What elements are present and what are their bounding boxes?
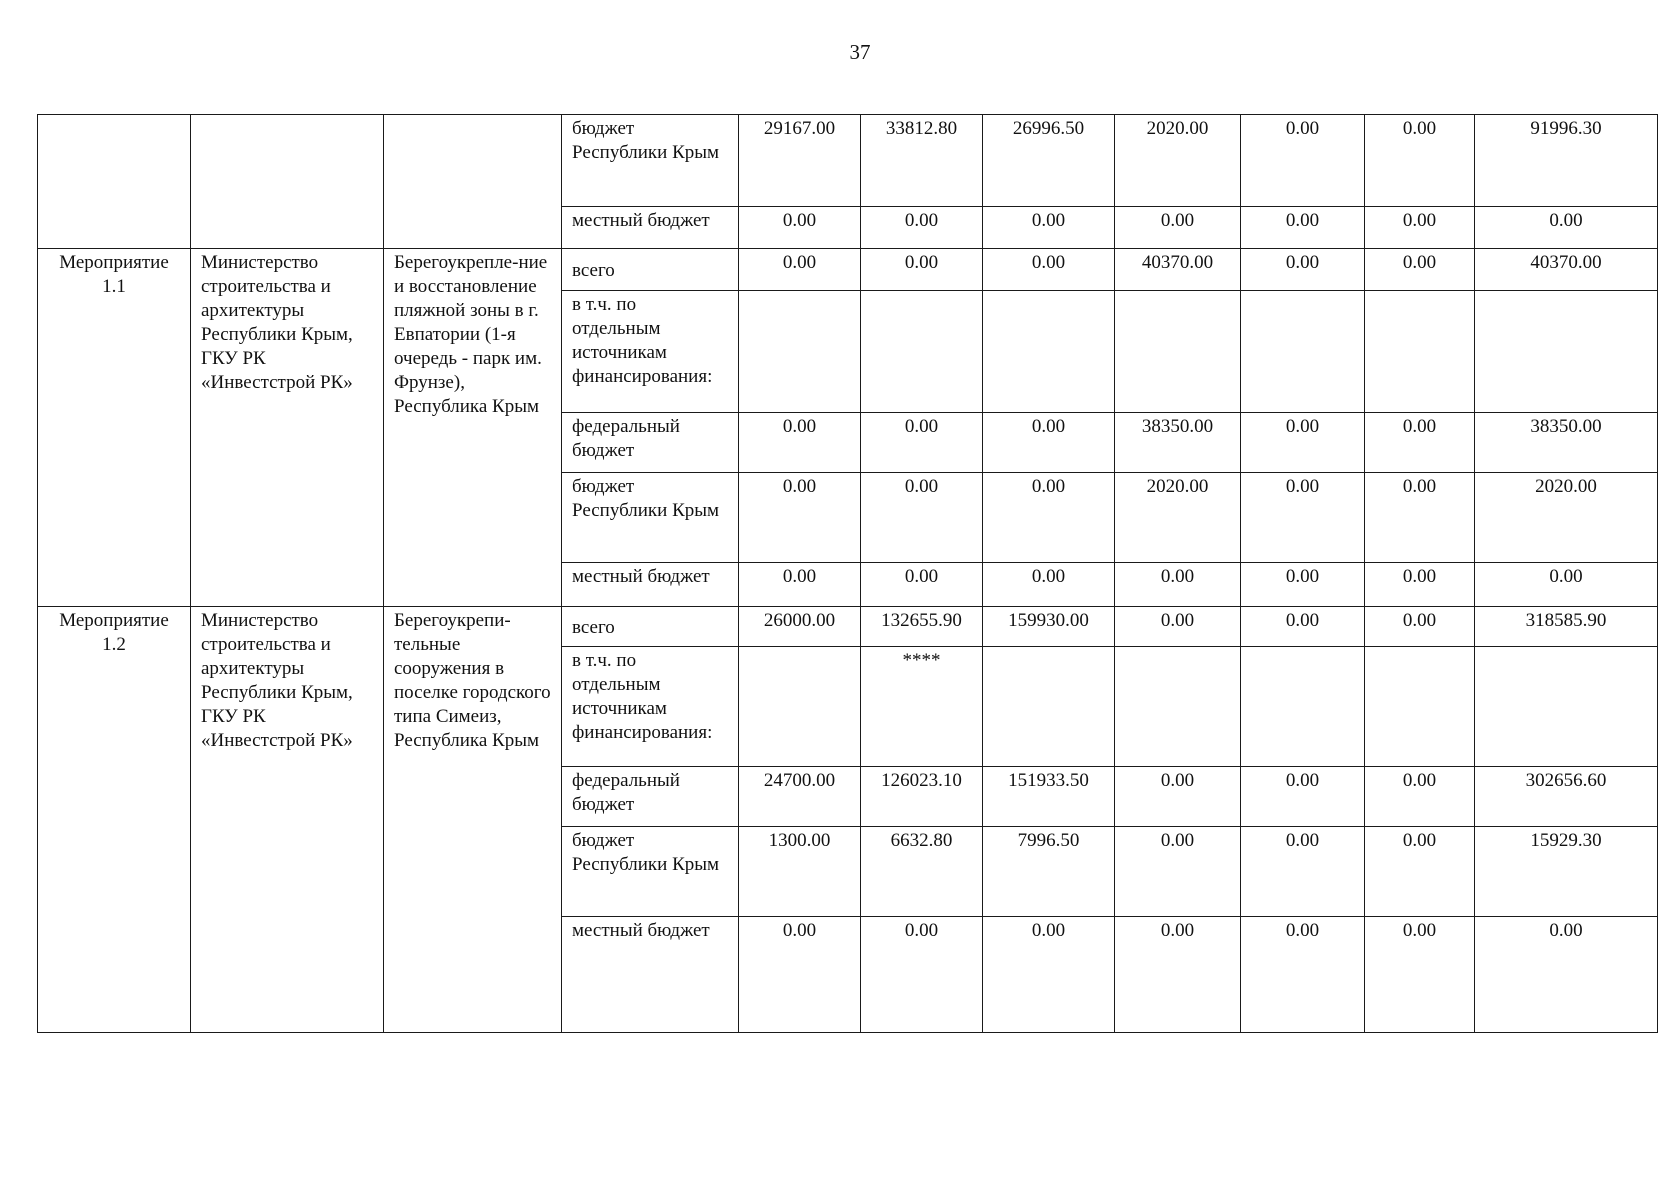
amount-cell: 0.00	[983, 207, 1115, 249]
amount-cell: 29167.00	[739, 115, 861, 207]
amount-cell: 0.00	[1241, 917, 1365, 1033]
executor-cell: Министерство строительства и архитектуры Республики Крым, ГКУ РК «Инвестстрой РК»	[191, 249, 384, 607]
event-cell	[38, 115, 191, 249]
funding-source-cell: федеральный бюджет	[562, 767, 739, 827]
amount-cell: 151933.50	[983, 767, 1115, 827]
amount-cell: 0.00	[1115, 607, 1241, 647]
amount-cell: 0.00	[1115, 207, 1241, 249]
amount-cell: 0.00	[1241, 115, 1365, 207]
table-row	[38, 249, 1658, 291]
amount-cell	[983, 291, 1115, 413]
amount-cell	[1365, 291, 1475, 413]
amount-cell: 40370.00	[1475, 249, 1658, 291]
amount-cell: 318585.90	[1475, 607, 1658, 647]
amount-cell: 0.00	[1365, 249, 1475, 291]
amount-cell: 0.00	[1115, 767, 1241, 827]
amount-cell: 0.00	[983, 413, 1115, 473]
amount-cell: 0.00	[1475, 563, 1658, 607]
object-cell: Берегоукрепи-тельные сооружения в поселке городского типа Симеиз, Республика Крым	[384, 607, 562, 1033]
object-cell	[384, 115, 562, 249]
amount-cell: 40370.00	[1115, 249, 1241, 291]
amount-cell: 38350.00	[1475, 413, 1658, 473]
amount-cell: 0.00	[1365, 827, 1475, 917]
amount-cell	[1475, 291, 1658, 413]
amount-cell: 302656.60	[1475, 767, 1658, 827]
amount-cell: 0.00	[739, 413, 861, 473]
funding-source-cell: бюджет Республики Крым	[562, 473, 739, 563]
amount-cell: 38350.00	[1115, 413, 1241, 473]
amount-cell: 0.00	[1115, 917, 1241, 1033]
amount-cell	[1241, 647, 1365, 767]
amount-cell: 91996.30	[1475, 115, 1658, 207]
amount-cell: 132655.90	[861, 607, 983, 647]
amount-cell: 0.00	[1365, 767, 1475, 827]
amount-cell: 0.00	[1115, 827, 1241, 917]
amount-cell	[739, 291, 861, 413]
amount-cell: 15929.30	[1475, 827, 1658, 917]
amount-cell: 0.00	[739, 473, 861, 563]
executor-cell	[191, 115, 384, 249]
amount-cell	[1365, 647, 1475, 767]
funding-source-cell: бюджет Республики Крым	[562, 827, 739, 917]
amount-cell: 0.00	[1241, 827, 1365, 917]
amount-cell: 0.00	[861, 413, 983, 473]
event-cell: Мероприятие 1.2	[38, 607, 191, 1033]
amount-cell: 0.00	[983, 249, 1115, 291]
amount-cell: 0.00	[1241, 413, 1365, 473]
amount-cell: 0.00	[1241, 207, 1365, 249]
amount-cell: 0.00	[1475, 917, 1658, 1033]
amount-cell: 126023.10	[861, 767, 983, 827]
object-cell: Берегоукрепле-ние и восстановление пляжной зоны в г. Евпатории (1-я очередь - парк им. Фрунзе), Республика Крым	[384, 249, 562, 607]
amount-cell	[1475, 647, 1658, 767]
funding-source-cell: в т.ч. по отдельным источникам финансирования:	[562, 291, 739, 413]
amount-cell: 0.00	[983, 917, 1115, 1033]
amount-cell: 0.00	[739, 249, 861, 291]
footnote-mark: ****	[861, 647, 983, 767]
amount-cell: 0.00	[1365, 917, 1475, 1033]
amount-cell: 0.00	[861, 917, 983, 1033]
amount-cell	[1241, 291, 1365, 413]
amount-cell: 6632.80	[861, 827, 983, 917]
amount-cell: 0.00	[1241, 767, 1365, 827]
amount-cell: 26996.50	[983, 115, 1115, 207]
amount-cell: 0.00	[739, 917, 861, 1033]
amount-cell: 0.00	[739, 207, 861, 249]
amount-cell: 0.00	[861, 249, 983, 291]
amount-cell: 1300.00	[739, 827, 861, 917]
amount-cell: 7996.50	[983, 827, 1115, 917]
table-row	[38, 115, 1658, 207]
amount-cell: 0.00	[1241, 249, 1365, 291]
amount-cell: 0.00	[739, 563, 861, 607]
funding-source-cell: всего	[562, 607, 739, 647]
executor-cell: Министерство строительства и архитектуры Республики Крым, ГКУ РК «Инвестстрой РК»	[191, 607, 384, 1033]
amount-cell	[739, 647, 861, 767]
amount-cell: 0.00	[861, 207, 983, 249]
table-row	[38, 607, 1658, 647]
amount-cell: 2020.00	[1115, 115, 1241, 207]
funding-source-cell: в т.ч. по отдельным источникам финансирования:	[562, 647, 739, 767]
amount-cell: 0.00	[983, 563, 1115, 607]
amount-cell: 0.00	[1241, 563, 1365, 607]
amount-cell: 26000.00	[739, 607, 861, 647]
amount-cell: 0.00	[1365, 563, 1475, 607]
funding-source-cell: местный бюджет	[562, 207, 739, 249]
amount-cell: 2020.00	[1115, 473, 1241, 563]
page-number: 37	[849, 40, 871, 64]
funding-source-cell: местный бюджет	[562, 917, 739, 1033]
amount-cell: 0.00	[1115, 563, 1241, 607]
funding-table	[37, 114, 1658, 1033]
amount-cell: 0.00	[1365, 115, 1475, 207]
amount-cell: 33812.80	[861, 115, 983, 207]
funding-source-cell: бюджет Республики Крым	[562, 115, 739, 207]
amount-cell: 159930.00	[983, 607, 1115, 647]
amount-cell	[983, 647, 1115, 767]
funding-source-cell: федеральный бюджет	[562, 413, 739, 473]
amount-cell	[861, 291, 983, 413]
amount-cell: 0.00	[861, 473, 983, 563]
amount-cell	[1115, 291, 1241, 413]
funding-table-body	[38, 115, 1658, 1033]
amount-cell: 0.00	[1241, 473, 1365, 563]
amount-cell: 0.00	[1365, 207, 1475, 249]
funding-source-cell: всего	[562, 249, 739, 291]
amount-cell: 0.00	[983, 473, 1115, 563]
amount-cell: 0.00	[1475, 207, 1658, 249]
amount-cell: 2020.00	[1475, 473, 1658, 563]
amount-cell: 0.00	[1365, 607, 1475, 647]
funding-source-cell: местный бюджет	[562, 563, 739, 607]
amount-cell: 0.00	[1365, 473, 1475, 563]
amount-cell: 0.00	[861, 563, 983, 607]
amount-cell: 24700.00	[739, 767, 861, 827]
amount-cell: 0.00	[1365, 413, 1475, 473]
amount-cell	[1115, 647, 1241, 767]
amount-cell: 0.00	[1241, 607, 1365, 647]
event-cell: Мероприятие 1.1	[38, 249, 191, 607]
